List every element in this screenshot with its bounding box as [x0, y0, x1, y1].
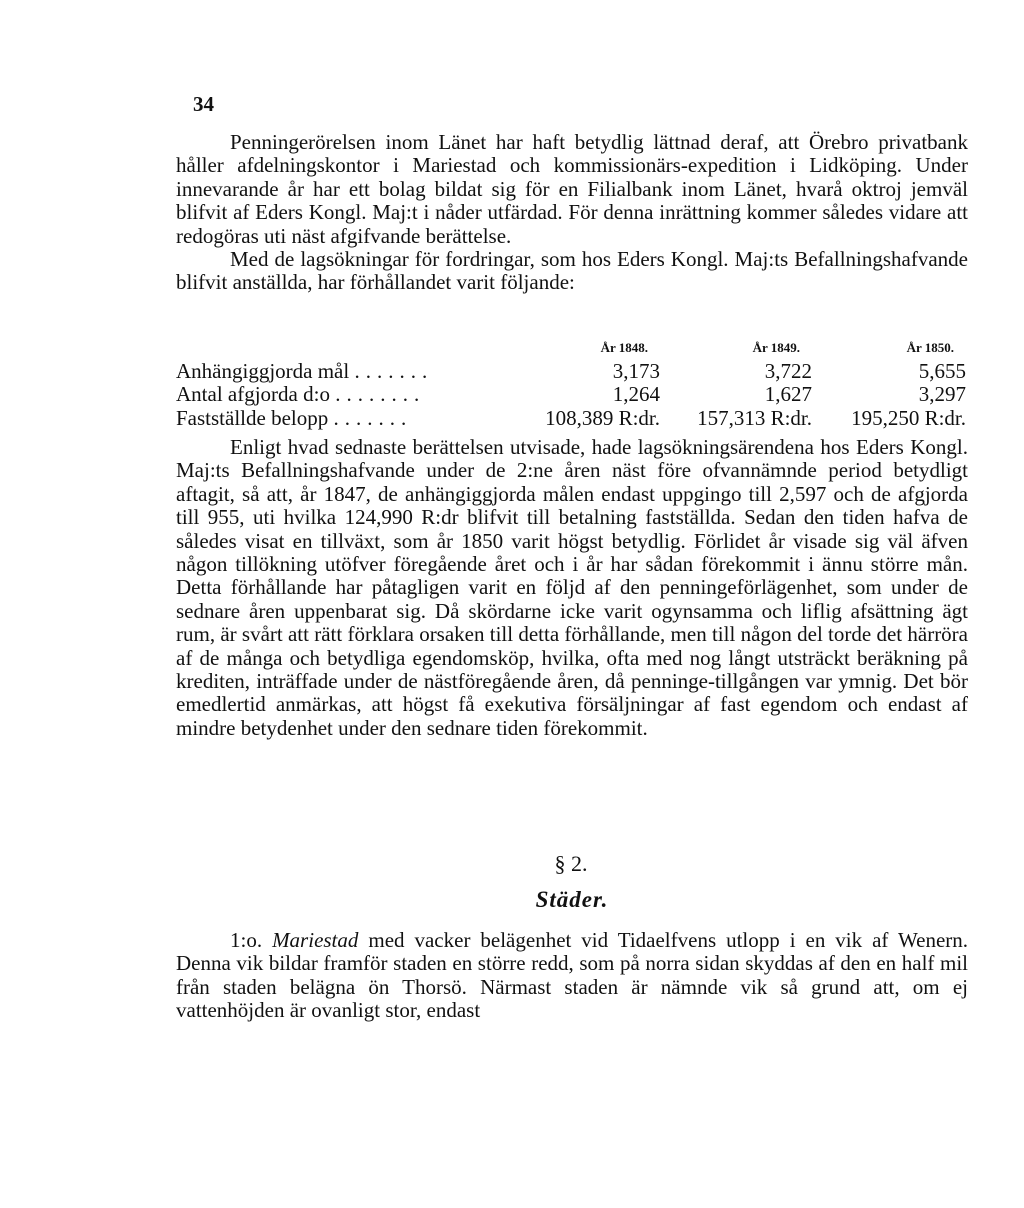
table-cell: 195,250 R:dr.	[851, 405, 966, 430]
table-cell: 1,627	[764, 382, 812, 407]
lawsuit-table	[176, 340, 968, 430]
paragraph-text: med vacker belägenhet vid Tidaelfvens utlopp i en vik af Wenern. Denna vik bildar framför staden en större redd, som på norra sidan skyddas af den en half mil från staden belägna ön Thorsö. Närmast staden är nämnde vik så grund att, om ej vattenhöjden är ovanligt stor, endast	[176, 928, 969, 1023]
table-cell: 1,264	[612, 382, 660, 407]
row-label: Fastställde belopp	[176, 406, 329, 430]
table-row	[176, 360, 968, 383]
leader-dots: .......	[333, 406, 413, 430]
paragraph: Penningerörelsen inom Länet har haft betydlig lättnad deraf, att Örebro privatbank håller afdelningskontor i Mariestad och kommissionärs-expedition i Lidköping. Under innevarande år har ett bolag bildat sig för en Filialbank inom Länet, hvarå oktroj jemväl blifvit af Eders Kongl. Maj:t i nåder utfärdad. För denna inrättning kommer således vidare att redogöras uti näst afgifvande berättelse.	[176, 130, 968, 248]
leader-dots: ........	[335, 383, 426, 407]
row-label: Anhängiggjorda mål	[176, 360, 350, 383]
section-number: § 2.	[554, 851, 588, 876]
table-cell: 157,313 R:dr.	[697, 405, 812, 430]
column-header: År 1850.	[906, 340, 954, 355]
table-cell: 108,389 R:dr.	[545, 405, 660, 430]
paragraph: Med de lagsökningar för fordringar, som hos Eders Kongl. Maj:ts Befallningshafvande blifvit anställda, har förhållandet varit följande:	[176, 247, 968, 295]
table-row	[176, 407, 968, 430]
column-header: År 1849.	[752, 340, 800, 355]
intro-text	[176, 131, 968, 295]
table-cell: 3,722	[764, 359, 812, 383]
body-text	[176, 436, 968, 740]
table-header	[176, 340, 968, 360]
item-number: 1:o.	[230, 928, 263, 952]
leader-dots: .......	[354, 360, 434, 383]
row-label: Antal afgjorda d:o	[176, 383, 330, 407]
final-text	[176, 929, 968, 1023]
table-cell: 5,655	[918, 359, 966, 383]
table-cell: 3,173	[612, 359, 660, 383]
paragraph	[176, 929, 968, 1023]
page-number: 34	[193, 92, 214, 116]
section-title: Städer.	[535, 887, 609, 912]
place-name: Mariestad	[272, 928, 359, 952]
column-header: År 1848.	[600, 340, 648, 355]
paragraph: Enligt hvad sednaste berättelsen utvisade, hade lagsökningsärendena hos Eders Kongl. Maj:ts Befallningshafvande under de 2:ne åren näst före ofvannämnde period betydligt aftagit, så att, år 1847, de anhängiggjorda målen endast uppgingo till 2,597 och de afgjorda till 955, uti hvilka 124,990 R:dr blifvit till betalning fastställda. Sedan den tiden hafva de således visat en tillväxt, som år 1850 varit högst betydlig. Förlidet år visade sig väl äfven någon tillökning utöfver föregående året och i år har sådan förekommit i ännu större mån. Detta förhållande har påtagligen varit en följd af den penningeförlägenhet, som under de sednare åren uppenbarat sig. Då skördarne icke varit ogynsamma och liflig afsättning ägt rum, är svårt att rätt förklara orsaken till detta förhållande, men till någon del torde det härröra af de många och betydliga egendomsköp, hvilka, ofta med nog långt utsträckt beräkning på krediten, inträffade under de nästföregående åren, då penninge-tillgången var ymnig. Det bör emedlertid anmärkas, att högst få exekutiva försäljningar af fast egendom och endast af mindre betydenhet under den sednare tiden förekommit.	[176, 435, 968, 740]
table-cell: 3,297	[918, 382, 966, 407]
table-row	[176, 383, 968, 406]
